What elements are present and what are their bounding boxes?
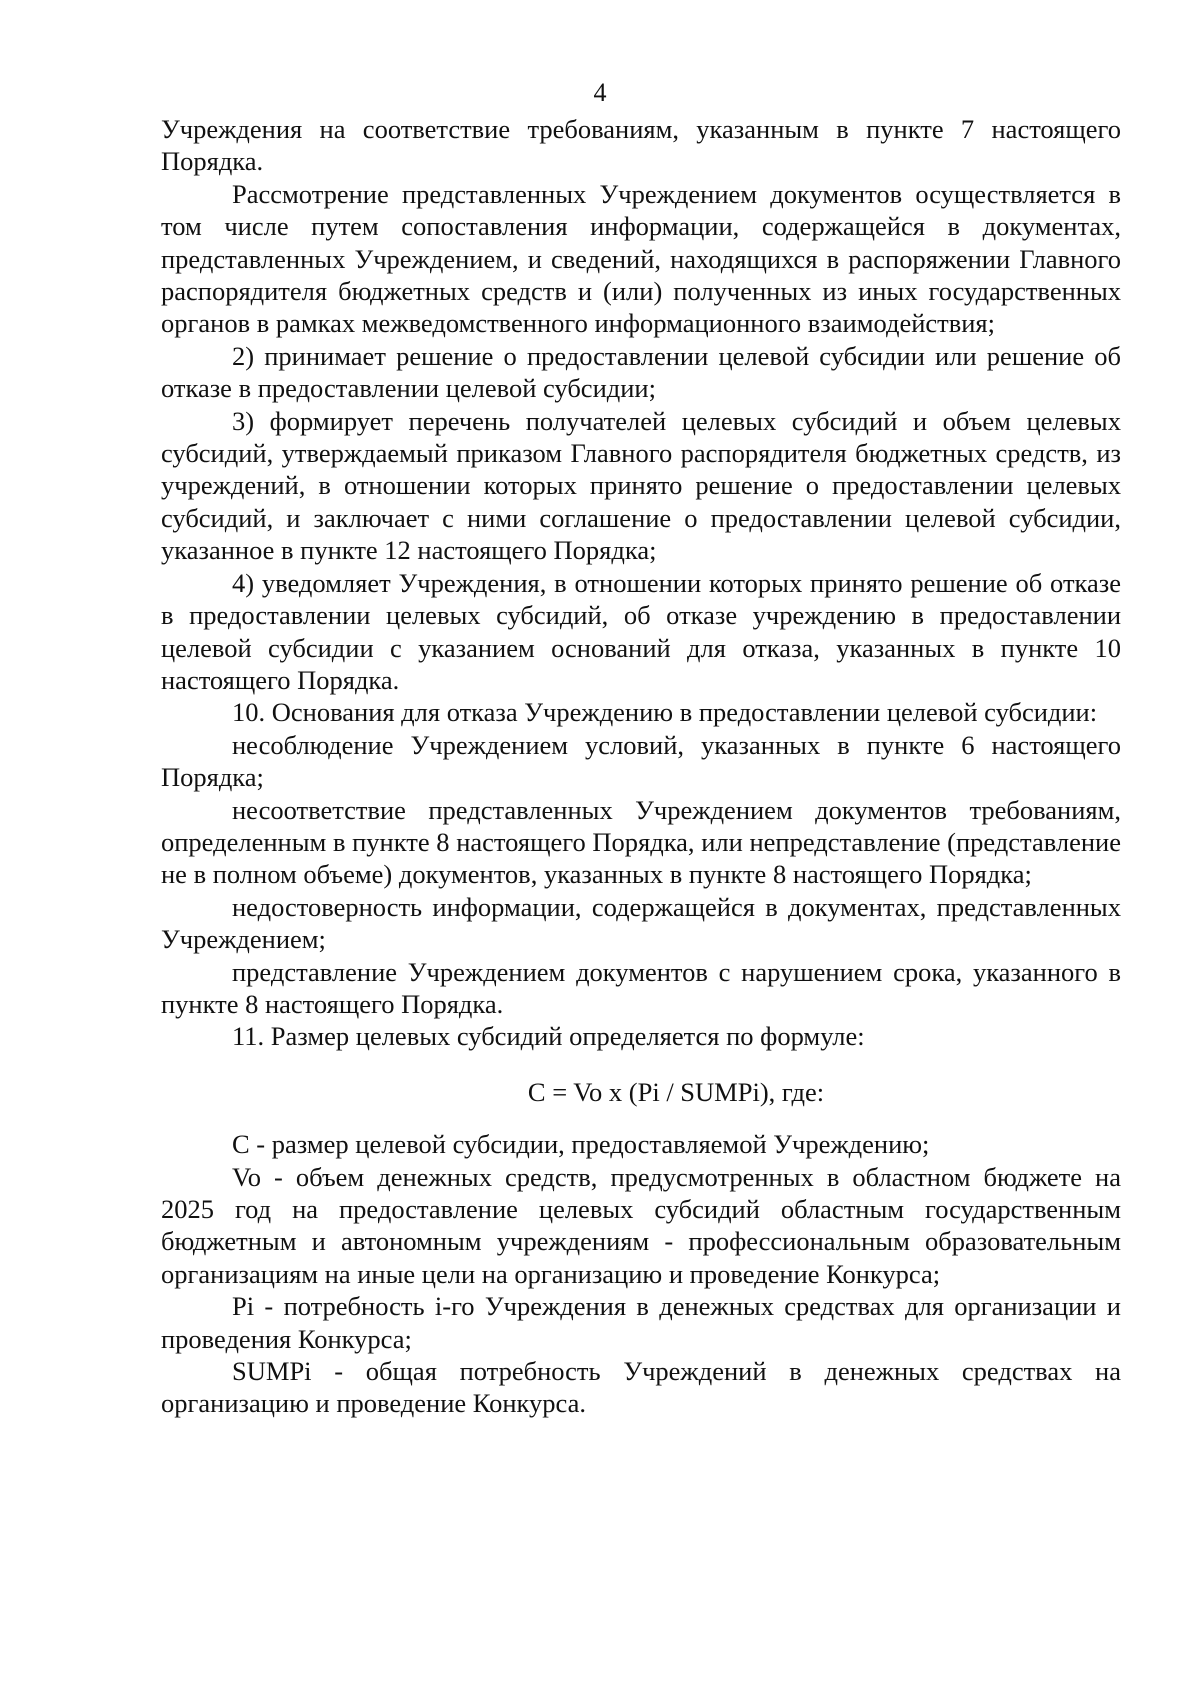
paragraph-definition-sumpi: SUMPi - общая потребность Учреждений в денежных средствах на организацию и проведение Конкурса. [161, 1356, 1121, 1419]
paragraph-item-3: 3) формирует перечень получателей целевых субсидий и объем целевых субсидий, утверждаемый приказом Главного распорядителя бюджетных средств, из учреждений, в отношении которых принято решение о предоставлении целевых субсидий, и заключает с ними соглашение о предоставлении целевой субсидии, указанное в пункте 12 настоящего Порядка; [161, 405, 1121, 566]
paragraph-section-11: 11. Размер целевых субсидий определяется по формуле: [232, 1021, 865, 1052]
page-number: 4 [593, 78, 607, 107]
paragraph-reason-3: недостоверность информации, содержащейся в документах, представленных Учреждением; [161, 891, 1121, 955]
subsidy-formula: C = Vo x (Pi / SUMPi), где: [527, 1076, 825, 1107]
paragraph-definition-c: C - размер целевой субсидии, предоставляемой Учреждению; [232, 1129, 930, 1160]
paragraph-reason-4: представление Учреждением документов с нарушением срока, указанного в пункте 8 настоящего Порядка. [161, 956, 1121, 1019]
paragraph-review-documents: Рассмотрение представленных Учреждением документов осуществляется в том числе путем сопоставления информации, содержащейся в документах, представленных Учреждением, и сведений, находящихся в распоряжении Главного распорядителя бюджетных средств и (или) полученных из иных государственных органов в рамках межведомственного информационного взаимодействия; [161, 178, 1121, 339]
paragraph-reason-2: несоответствие представленных Учреждением документов требованиям, определенным в пункте 8 настоящего Порядка, или непредставление (представление не в полном объеме) документов, указанных в пункте 8 настоящего Порядка; [161, 794, 1121, 890]
paragraph-section-10: 10. Основания для отказа Учреждению в предоставлении целевой субсидии: [232, 697, 1098, 728]
paragraph-reason-1: несоблюдение Учреждением условий, указанных в пункте 6 настоящего Порядка; [161, 729, 1121, 793]
paragraph-continuation: Учреждения на соответствие требованиям, указанным в пункте 7 настоящего Порядка. [161, 114, 1121, 177]
paragraph-item-2: 2) принимает решение о предоставлении целевой субсидии или решение об отказе в предоставлении целевой субсидии; [161, 340, 1121, 404]
document-body [161, 113, 1121, 1420]
paragraph-definition-pi: Pi - потребность i-го Учреждения в денежных средствах для организации и проведения Конкурса; [161, 1291, 1121, 1354]
paragraph-definition-vo: Vo - объем денежных средств, предусмотренных в областном бюджете на 2025 год на предоставление целевых субсидий областным государственным бюджетным и автономным учреждениям - профессиональным образовательным организациям на иные цели на организацию и проведение Конкурса; [161, 1161, 1121, 1289]
paragraph-item-4: 4) уведомляет Учреждения, в отношении которых принято решение об отказе в предоставлении целевых субсидий, об отказе учреждению в предоставлении целевой субсидии с указанием оснований для отказа, указанных в пункте 10 настоящего Порядка. [161, 567, 1121, 695]
